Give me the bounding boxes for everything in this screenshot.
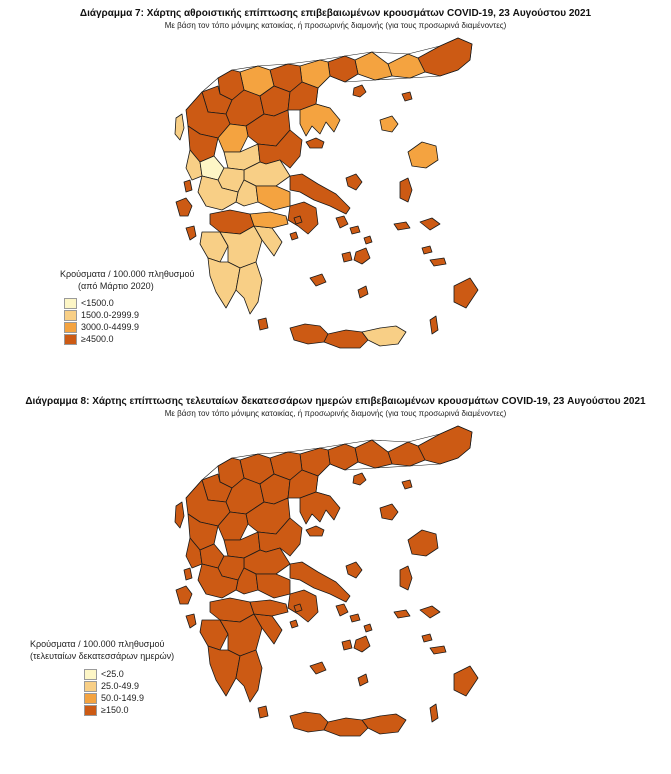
greece-map bbox=[140, 30, 520, 370]
region-thasos bbox=[353, 473, 366, 485]
region-kalymnos bbox=[422, 634, 432, 642]
region-andros bbox=[336, 604, 348, 616]
panel-14-day-incidence bbox=[0, 388, 671, 774]
legend-swatch bbox=[84, 681, 97, 692]
legend-swatch bbox=[64, 298, 77, 309]
legend-swatch bbox=[64, 322, 77, 333]
region-crete-west bbox=[290, 324, 328, 344]
region-corfu bbox=[175, 502, 184, 528]
region-messinia bbox=[208, 258, 240, 308]
region-chalkidiki bbox=[300, 492, 340, 524]
legend-label: 50.0-149.9 bbox=[101, 693, 145, 703]
region-kythira bbox=[258, 318, 268, 330]
region-lakonia bbox=[236, 262, 262, 314]
panel-cumulative-incidence bbox=[0, 0, 671, 385]
region-thrace-west bbox=[355, 440, 392, 468]
region-kos bbox=[430, 646, 446, 654]
region-sterea-viotia bbox=[256, 574, 290, 598]
region-santorini bbox=[358, 674, 368, 686]
legend-subtitle: (τελευταίων δεκατεσσάρων ημερών) bbox=[30, 651, 175, 661]
region-samos bbox=[420, 218, 440, 230]
region-karpathos bbox=[430, 704, 438, 722]
region-lefkada bbox=[184, 180, 192, 192]
region-skyros bbox=[346, 562, 362, 578]
map-legend bbox=[30, 638, 174, 716]
greece-map bbox=[140, 418, 520, 758]
legend-label: ≥150.0 bbox=[101, 705, 129, 715]
legend-label: <1500.0 bbox=[81, 298, 114, 308]
region-milos bbox=[310, 274, 326, 286]
region-aegina bbox=[290, 232, 298, 240]
legend-swatch bbox=[84, 693, 97, 704]
region-naxos bbox=[354, 636, 370, 652]
legend-title: Κρούσματα / 100.000 πληθυσμού bbox=[60, 269, 195, 279]
region-lakonia bbox=[236, 650, 262, 702]
region-mykonos bbox=[364, 624, 372, 632]
legend-item bbox=[64, 333, 194, 345]
map-legend bbox=[60, 268, 194, 345]
legend-label: <25.0 bbox=[101, 669, 124, 679]
region-salamina bbox=[294, 216, 302, 224]
region-paros bbox=[342, 252, 352, 262]
region-salamina bbox=[294, 604, 302, 612]
map-subtitle: Με βάση τον τόπο μόνιμης κατοικίας, ή προσωρινής διαμονής (για τους προσωρινά διαμένοντες) bbox=[164, 409, 507, 418]
region-aegina bbox=[290, 620, 298, 628]
region-samothraki bbox=[402, 92, 412, 101]
region-macedonia-east bbox=[328, 444, 358, 470]
region-lesvos bbox=[408, 530, 438, 556]
region-attica bbox=[288, 590, 318, 622]
region-milos bbox=[310, 662, 326, 674]
legend-label: 25.0-49.9 bbox=[101, 681, 140, 691]
legend-swatch bbox=[84, 705, 97, 716]
region-crete-east bbox=[362, 714, 406, 734]
region-sterea-viotia bbox=[256, 186, 290, 210]
region-zakynthos bbox=[186, 226, 196, 240]
legend-swatch bbox=[64, 310, 77, 321]
map-title: Διάγραμμα 8: Χάρτης επίπτωσης τελευταίων δεκατεσσάρων ημερών επιβεβαιωμένων κρουσμάτων COVID-19, 23 Αυγούστου 2021 bbox=[25, 396, 646, 407]
region-santorini bbox=[358, 286, 368, 298]
region-rhodes bbox=[454, 666, 478, 696]
region-paros bbox=[342, 640, 352, 650]
region-messinia bbox=[208, 646, 240, 696]
region-naxos bbox=[354, 248, 370, 264]
region-lemnos bbox=[380, 504, 398, 520]
legend-swatch bbox=[84, 669, 97, 680]
region-chalkidiki bbox=[300, 104, 340, 136]
region-kos bbox=[430, 258, 446, 266]
legend-item bbox=[84, 668, 174, 680]
region-tinos bbox=[350, 614, 360, 622]
map-subtitle: Με βάση τον τόπο μόνιμης κατοικίας, ή προσωρινής διαμονής (για τους προσωρινά διαμένοντες) bbox=[164, 21, 507, 30]
region-crete-mid bbox=[324, 718, 368, 736]
region-kythira bbox=[258, 706, 268, 718]
legend-item bbox=[64, 321, 194, 333]
region-samothraki bbox=[402, 480, 412, 489]
legend-item bbox=[64, 297, 194, 309]
legend-label: 3000.0-4499.9 bbox=[81, 322, 140, 332]
region-rhodes bbox=[454, 278, 478, 308]
region-corinthia bbox=[250, 212, 288, 228]
region-chios bbox=[400, 178, 412, 202]
region-crete-west bbox=[290, 712, 328, 732]
region-sporades bbox=[306, 526, 324, 536]
region-ikaria bbox=[394, 222, 410, 230]
legend-label: ≥4500.0 bbox=[81, 334, 114, 344]
region-thrace-west bbox=[355, 52, 392, 80]
region-samos bbox=[420, 606, 440, 618]
region-attica bbox=[288, 202, 318, 234]
region-zakynthos bbox=[186, 614, 196, 628]
legend-swatch bbox=[64, 334, 77, 345]
region-corfu bbox=[175, 114, 184, 140]
region-ikaria bbox=[394, 610, 410, 618]
region-mykonos bbox=[364, 236, 372, 244]
region-macedonia-east bbox=[328, 56, 358, 82]
region-crete-east bbox=[362, 326, 406, 346]
region-chios bbox=[400, 566, 412, 590]
legend-title: Κρούσματα / 100.000 πληθυσμού bbox=[30, 639, 165, 649]
region-andros bbox=[336, 216, 348, 228]
region-kefalonia bbox=[176, 198, 192, 216]
legend-item bbox=[84, 704, 174, 716]
region-sporades bbox=[306, 138, 324, 148]
region-corinthia bbox=[250, 600, 288, 616]
region-crete-mid bbox=[324, 330, 368, 348]
region-karpathos bbox=[430, 316, 438, 334]
legend-item bbox=[84, 692, 174, 704]
legend-label: 1500.0-2999.9 bbox=[81, 310, 140, 320]
region-tinos bbox=[350, 226, 360, 234]
region-skyros bbox=[346, 174, 362, 190]
region-kefalonia bbox=[176, 586, 192, 604]
region-lefkada bbox=[184, 568, 192, 580]
map-title: Διάγραμμα 7: Χάρτης αθροιστικής επίπτωσης επιβεβαιωμένων κρουσμάτων COVID-19, 23 Αυγούστου 2021 bbox=[79, 8, 592, 19]
legend-item bbox=[84, 680, 174, 692]
region-lesvos bbox=[408, 142, 438, 168]
legend-item bbox=[64, 309, 194, 321]
region-thasos bbox=[353, 85, 366, 97]
legend-subtitle: (από Μάρτιο 2020) bbox=[78, 281, 154, 291]
region-lemnos bbox=[380, 116, 398, 132]
region-kalymnos bbox=[422, 246, 432, 254]
